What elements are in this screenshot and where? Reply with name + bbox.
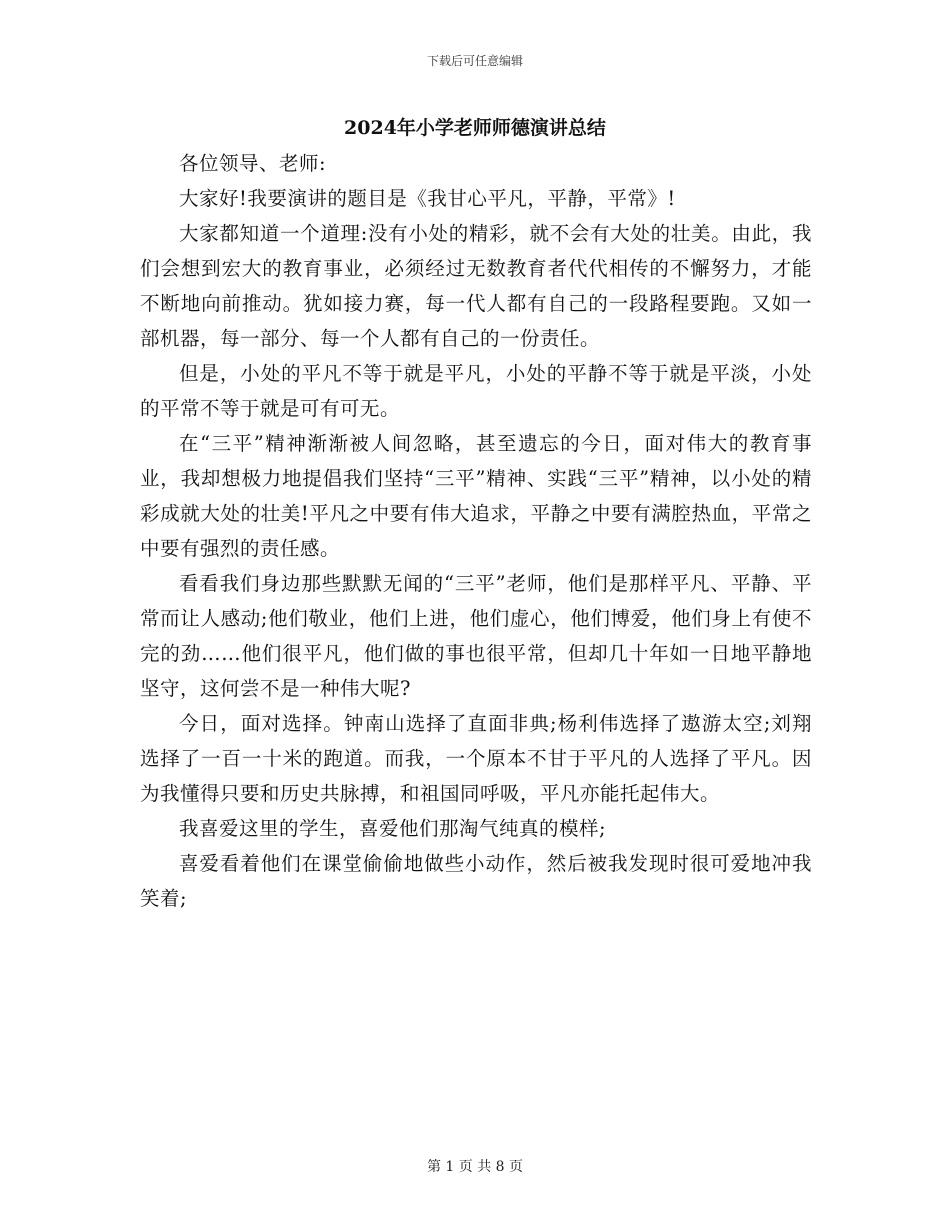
paragraph: 大家都知道一个道理:没有小处的精彩，就不会有大处的壮美。由此，我们会想到宏大的教育事业，必须经过无数教育者代代相传的不懈努力，才能不断地向前推动。犹如接力赛，每一代人都有自己的一段路程要跑。又如一部机器，每一部分、每一个人都有自己的一份责任。 xyxy=(140,222,812,350)
page-header: 下载后可任意编辑 xyxy=(426,54,523,68)
paragraph: 今日，面对选择。钟南山选择了直面非典;杨利伟选择了遨游太空;刘翔选择了一百一十米的跑道。而我，一个原本不甘于平凡的人选择了平凡。因为我懂得只要和历史共脉搏，和祖国同呼吸，平凡亦能托起伟大。 xyxy=(140,712,812,805)
document-body xyxy=(140,146,812,916)
paragraph: 但是，小处的平凡不等于就是平凡，小处的平静不等于就是平淡，小处的平常不等于就是可有可无。 xyxy=(140,362,812,420)
paragraph: 喜爱看着他们在课堂偷偷地做些小动作，然后被我发现时很可爱地冲我笑着; xyxy=(140,852,812,910)
paragraph: 看看我们身边那些默默无闻的“三平”老师，他们是那样平凡、平静、平常而让人感动;他们敬业，他们上进，他们虚心，他们博爱，他们身上有使不完的劲……他们很平凡，他们做的事也很平常，但却几十年如一日地平静地坚守，这何尝不是一种伟大呢? xyxy=(140,572,812,700)
paragraph: 我喜爱这里的学生，喜爱他们那淘气纯真的模样; xyxy=(179,817,607,840)
document-title: 2024年小学老师师德演讲总结 xyxy=(344,117,606,139)
paragraph: 在“三平”精神渐渐被人间忽略，甚至遗忘的今日，面对伟大的教育事业，我却想极力地提倡我们坚持“三平”精神、实践“三平”精神，以小处的精彩成就大处的壮美!平凡之中要有伟大追求，平静之中要有满腔热血，平常之中要有强烈的责任感。 xyxy=(140,432,812,560)
paragraph-speech-topic: 大家好!我要演讲的题目是《我甘心平凡，平静，平常》! xyxy=(179,187,676,210)
page-number: 第 1 页 共 8 页 xyxy=(426,1159,524,1175)
paragraph-greeting: 各位领导、老师: xyxy=(179,152,327,175)
